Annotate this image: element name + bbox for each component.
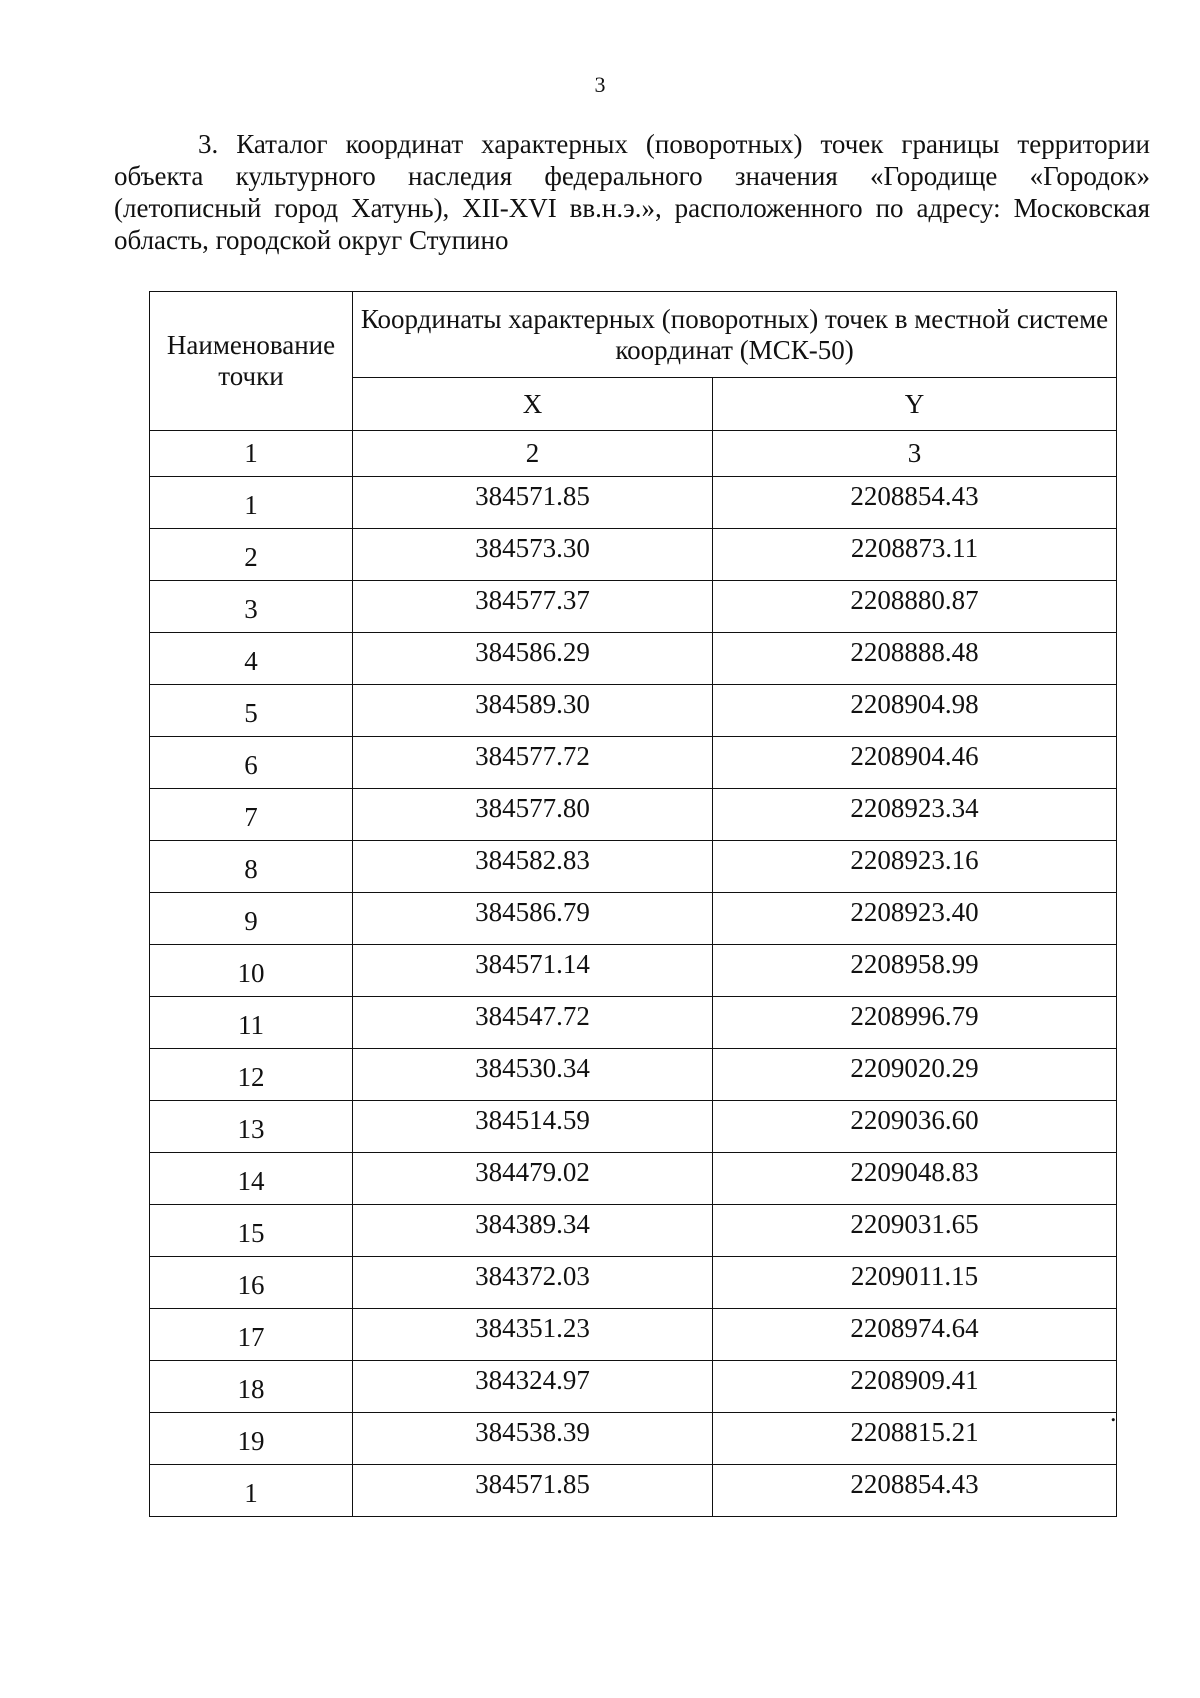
point-name-cell: 1 (150, 1465, 353, 1517)
header-point-name: Наименование точки (150, 292, 353, 431)
y-coordinate-cell: 2208923.40 (713, 893, 1117, 945)
x-coordinate-cell: 384351.23 (353, 1309, 713, 1361)
point-name-cell: 14 (150, 1153, 353, 1205)
x-coordinate-cell: 384582.83 (353, 841, 713, 893)
y-coordinate-cell: 2208854.43 (713, 477, 1117, 529)
catalog-intro-paragraph: 3. Каталог координат характерных (поворотных) точек границы территории объекта культурного наследия федерального значения «Городище «Городок» (летописный город Хатунь), XII-XVI вв.н.э.», расположенного по адресу: Московская область, городской округ Ступино (114, 129, 1150, 255)
table-row (150, 893, 1117, 945)
point-name-cell: 17 (150, 1309, 353, 1361)
table-row (150, 997, 1117, 1049)
point-name-cell: 1 (150, 477, 353, 529)
x-coordinate-cell: 384577.72 (353, 737, 713, 789)
point-name-cell: 19 (150, 1413, 353, 1465)
x-coordinate-cell: 384577.80 (353, 789, 713, 841)
column-index-cell: 3 (713, 431, 1117, 477)
header-x: X (353, 378, 713, 431)
x-coordinate-cell: 384479.02 (353, 1153, 713, 1205)
x-coordinate-cell: 384573.30 (353, 529, 713, 581)
header-y: Y (713, 378, 1117, 431)
x-coordinate-cell: 384372.03 (353, 1257, 713, 1309)
point-name-cell: 12 (150, 1049, 353, 1101)
table-row (150, 1153, 1117, 1205)
coordinates-table (149, 291, 1117, 1517)
point-name-cell: 2 (150, 529, 353, 581)
trailing-mark: . (1110, 1398, 1117, 1427)
y-coordinate-cell: 2208854.43 (713, 1465, 1117, 1517)
y-coordinate-cell: 2208904.46 (713, 737, 1117, 789)
table-row (150, 1257, 1117, 1309)
x-coordinate-cell: 384324.97 (353, 1361, 713, 1413)
table-row (150, 477, 1117, 529)
y-coordinate-cell: 2208958.99 (713, 945, 1117, 997)
x-coordinate-cell: 384589.30 (353, 685, 713, 737)
y-coordinate-cell: 2209048.83 (713, 1153, 1117, 1205)
point-name-cell: 11 (150, 997, 353, 1049)
y-coordinate-cell: 2208923.16 (713, 841, 1117, 893)
x-coordinate-cell: 384530.34 (353, 1049, 713, 1101)
x-coordinate-cell: 384586.79 (353, 893, 713, 945)
point-name-cell: 8 (150, 841, 353, 893)
y-coordinate-cell: 2208888.48 (713, 633, 1117, 685)
x-coordinate-cell: 384586.29 (353, 633, 713, 685)
x-coordinate-cell: 384547.72 (353, 997, 713, 1049)
y-coordinate-cell: 2208909.41 (713, 1361, 1117, 1413)
x-coordinate-cell: 384514.59 (353, 1101, 713, 1153)
point-name-cell: 15 (150, 1205, 353, 1257)
table-row (150, 789, 1117, 841)
x-coordinate-cell: 384389.34 (353, 1205, 713, 1257)
table-row (150, 1101, 1117, 1153)
page-number: 3 (594, 72, 606, 97)
y-coordinate-cell: 2208904.98 (713, 685, 1117, 737)
point-name-cell: 18 (150, 1361, 353, 1413)
column-index-cell: 1 (150, 431, 353, 477)
y-coordinate-cell: 2209020.29 (713, 1049, 1117, 1101)
table-row (150, 737, 1117, 789)
point-name-cell: 16 (150, 1257, 353, 1309)
y-coordinate-cell: 2208996.79 (713, 997, 1117, 1049)
table-row (150, 685, 1117, 737)
table-row (150, 1361, 1117, 1413)
point-name-cell: 4 (150, 633, 353, 685)
table-row (150, 1049, 1117, 1101)
point-name-cell: 13 (150, 1101, 353, 1153)
table-row (150, 529, 1117, 581)
y-coordinate-cell: 2209036.60 (713, 1101, 1117, 1153)
x-coordinate-cell: 384571.85 (353, 477, 713, 529)
point-name-cell: 7 (150, 789, 353, 841)
y-coordinate-cell: 2209011.15 (713, 1257, 1117, 1309)
table-row (150, 1465, 1117, 1517)
y-coordinate-cell: 2209031.65 (713, 1205, 1117, 1257)
x-coordinate-cell: 384571.85 (353, 1465, 713, 1517)
x-coordinate-cell: 384577.37 (353, 581, 713, 633)
column-index-row (150, 431, 1117, 477)
table-row (150, 841, 1117, 893)
y-coordinate-cell: 2208873.11 (713, 529, 1117, 581)
y-coordinate-cell: 2208974.64 (713, 1309, 1117, 1361)
point-name-cell: 3 (150, 581, 353, 633)
x-coordinate-cell: 384538.39 (353, 1413, 713, 1465)
y-coordinate-cell: 2208880.87 (713, 581, 1117, 633)
y-coordinate-cell: 2208815.21 (713, 1413, 1117, 1465)
table-row (150, 1309, 1117, 1361)
point-name-cell: 5 (150, 685, 353, 737)
table-row (150, 1413, 1117, 1465)
column-index-cell: 2 (353, 431, 713, 477)
point-name-cell: 6 (150, 737, 353, 789)
table-row (150, 581, 1117, 633)
x-coordinate-cell: 384571.14 (353, 945, 713, 997)
table-row (150, 633, 1117, 685)
header-coordinates: Координаты характерных (поворотных) точек в местной системе координат (МСК-50) (353, 292, 1117, 378)
table-row (150, 945, 1117, 997)
y-coordinate-cell: 2208923.34 (713, 789, 1117, 841)
table-row (150, 1205, 1117, 1257)
point-name-cell: 9 (150, 893, 353, 945)
point-name-cell: 10 (150, 945, 353, 997)
